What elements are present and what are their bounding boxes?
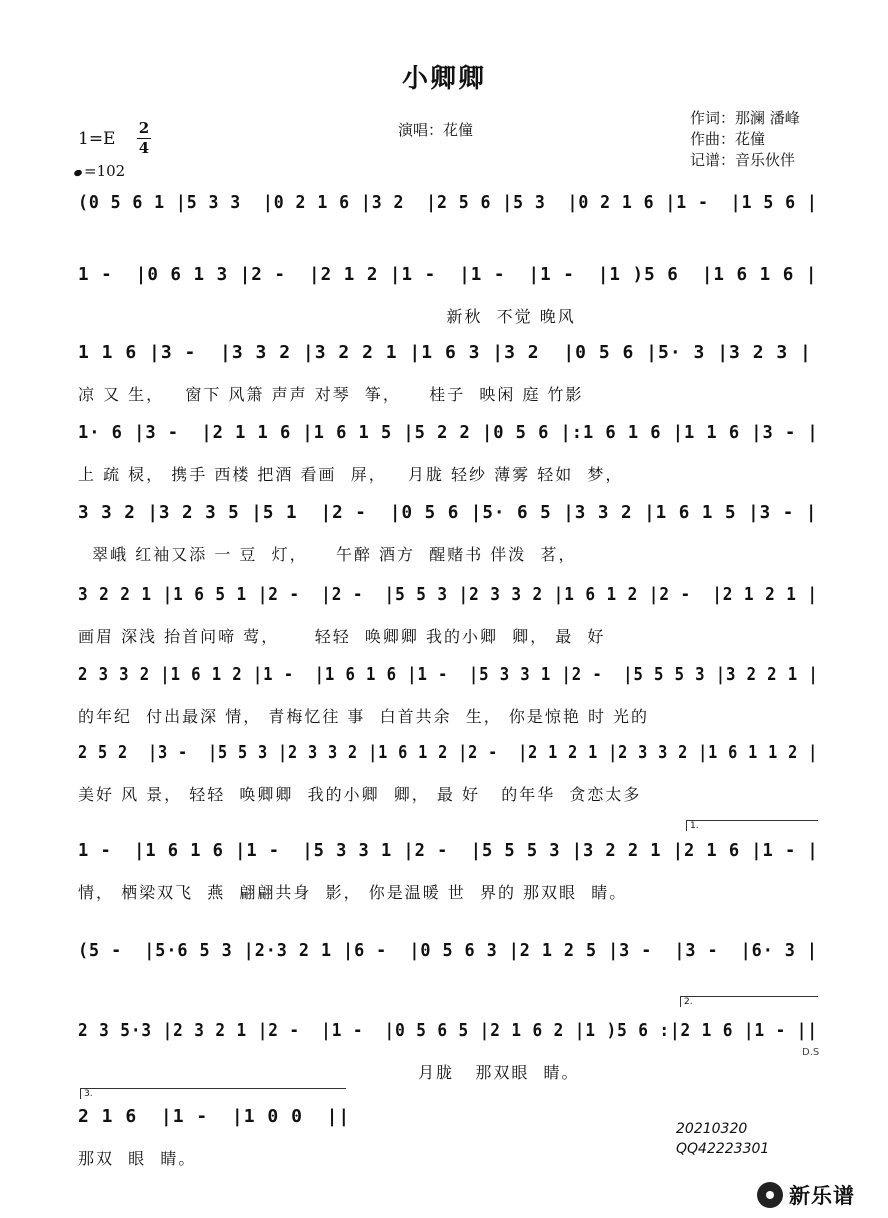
lyric-line: 上 疏 棂， 携手 西楼 把酒 看画 屏， 月胧 轻纱 薄雾 轻如 梦， <box>78 465 624 484</box>
lyric-line: 翠峨 红袖又添 一 豆 灯， 午醉 酒方 醒赌书 伴泼 茗， <box>78 545 577 564</box>
jianpu-notes: 1· 6 |3 - |2 1 1 6 |1 6 1 5 |5 2 2 |0 5 6 |:1 6 1 6 |1 1 6 |3 - | <box>78 422 819 443</box>
notation-line <box>78 420 818 454</box>
tempo-value: =102 <box>84 162 126 180</box>
lyric-line: 的年纪 付出最深 情， 青梅忆往 事 白首共余 生， 你是惊艳 时 光的 <box>78 707 650 726</box>
jianpu-notes: 3 3 2 |3 2 3 5 |5 1 |2 - |0 5 6 |5· 6 5 |3 3 2 |1 6 1 5 |3 - | <box>78 502 818 523</box>
ds-marking: D.S <box>802 1047 820 1058</box>
notation-line <box>78 500 818 534</box>
lyric-line: 新秋 不觉 晚风 <box>78 307 576 326</box>
logo-text: 新乐谱 <box>789 1184 855 1208</box>
meter-top: 2 <box>138 119 150 137</box>
notation-line <box>78 938 818 972</box>
lyric-line: 凉 又 生， 窗下 风箫 声声 对琴 筝， 桂子 映闲 庭 竹影 <box>78 385 584 404</box>
lyric-line: 画眉 深浅 抬首问啼 莺， 轻轻 唤卿卿 我的小卿 卿， 最 好 <box>78 627 606 646</box>
notation-line <box>78 262 818 296</box>
qq-number: QQ42223301 <box>676 1141 770 1157</box>
quarter-note-icon <box>73 169 83 177</box>
credits-block <box>690 108 800 171</box>
page-title: 小卿卿 <box>401 64 486 94</box>
jianpu-notes: (0 5 6 1 |5 3 3 |0 2 1 6 |3 2 |2 5 6 |5 3 |0 2 1 6 |1 - |1 5 6 | <box>78 192 818 213</box>
lyric-line: 情， 栖梁双飞 燕 翩翩共身 影， 你是温暖 世 界的 那双眼 睛。 <box>78 883 628 902</box>
jianpu-notes: 1 - |1 6 1 6 |1 - |5 3 3 1 |2 - |5 5 5 3 |3 2 2 1 |2 1 6 |1 - | <box>78 840 819 861</box>
notation-line <box>78 582 818 616</box>
lyric-line: 那双 眼 睛。 <box>78 1149 197 1168</box>
volta-second-ending <box>680 996 818 1007</box>
jianpu-notes: 2 3 5·3 |2 3 2 1 |2 - |1 - |0 5 6 5 |2 1 6 2 |1 )5 6 :|2 1 6 |1 - || <box>78 1020 818 1041</box>
jianpu-notes: 2 1 6 |1 - |1 0 0 || <box>78 1106 351 1127</box>
lyric-line: 月胧 那双眼 睛。 <box>78 1063 580 1082</box>
jianpu-notes: 2 5 2 |3 - |5 5 3 |2 3 3 2 |1 6 1 2 |2 - |2 1 2 1 |2 3 3 2 |1 6 1 1 2 | <box>78 742 819 763</box>
date-stamp: 20210320 <box>676 1121 748 1137</box>
tempo-marking <box>74 162 125 180</box>
jianpu-notes: 2 3 3 2 |1 6 1 2 |1 - |1 6 1 6 |1 - |5 3 3 1 |2 - |5 5 5 3 |3 2 2 1 | <box>78 664 819 685</box>
jianpu-notes: 3 2 2 1 |1 6 5 1 |2 - |2 - |5 5 3 |2 3 3 2 |1 6 1 2 |2 - |2 1 2 1 | <box>78 584 818 605</box>
volta-label-1: 1. <box>690 821 699 831</box>
volta-label-3: 3. <box>84 1089 93 1099</box>
volta-first-ending <box>686 820 818 831</box>
notation-line <box>78 1018 818 1052</box>
key-signature: 1=E <box>78 129 116 149</box>
composer-credit: 作曲：花僮 <box>690 130 766 148</box>
volta-third-ending <box>80 1088 346 1099</box>
site-logo <box>757 1180 855 1210</box>
notation-line <box>78 190 818 224</box>
notation-line <box>78 740 818 774</box>
time-signature <box>137 120 151 157</box>
notation-line <box>78 662 818 696</box>
jianpu-notes: 1 - |0 6 1 3 |2 - |2 1 2 |1 - |1 - |1 - |1 )5 6 |1 6 1 6 | <box>78 264 818 285</box>
lyricist-credit: 作词：那澜 潘峰 <box>690 109 800 127</box>
transcriber-credit: 记谱：音乐伙伴 <box>690 151 796 169</box>
lyric-line: 美好 风 景， 轻轻 唤卿卿 我的小卿 卿， 最 好 的年华 贪恋太多 <box>78 785 642 804</box>
singer-credit: 演唱：花僮 <box>398 121 474 139</box>
meter-bottom: 4 <box>138 139 150 157</box>
jianpu-notes: (5 - |5·6 5 3 |2·3 2 1 |6 - |0 5 6 3 |2 1 2 5 |3 - |3 - |6· 3 | <box>78 940 818 961</box>
jianpu-notes: 1 1 6 |3 - |3 3 2 |3 2 2 1 |1 6 3 |3 2 |0 5 6 |5· 3 |3 2 3 | <box>78 342 812 363</box>
disc-icon <box>757 1182 783 1208</box>
volta-label-2: 2. <box>684 997 693 1007</box>
notation-line <box>78 838 818 872</box>
notation-line <box>78 340 818 374</box>
